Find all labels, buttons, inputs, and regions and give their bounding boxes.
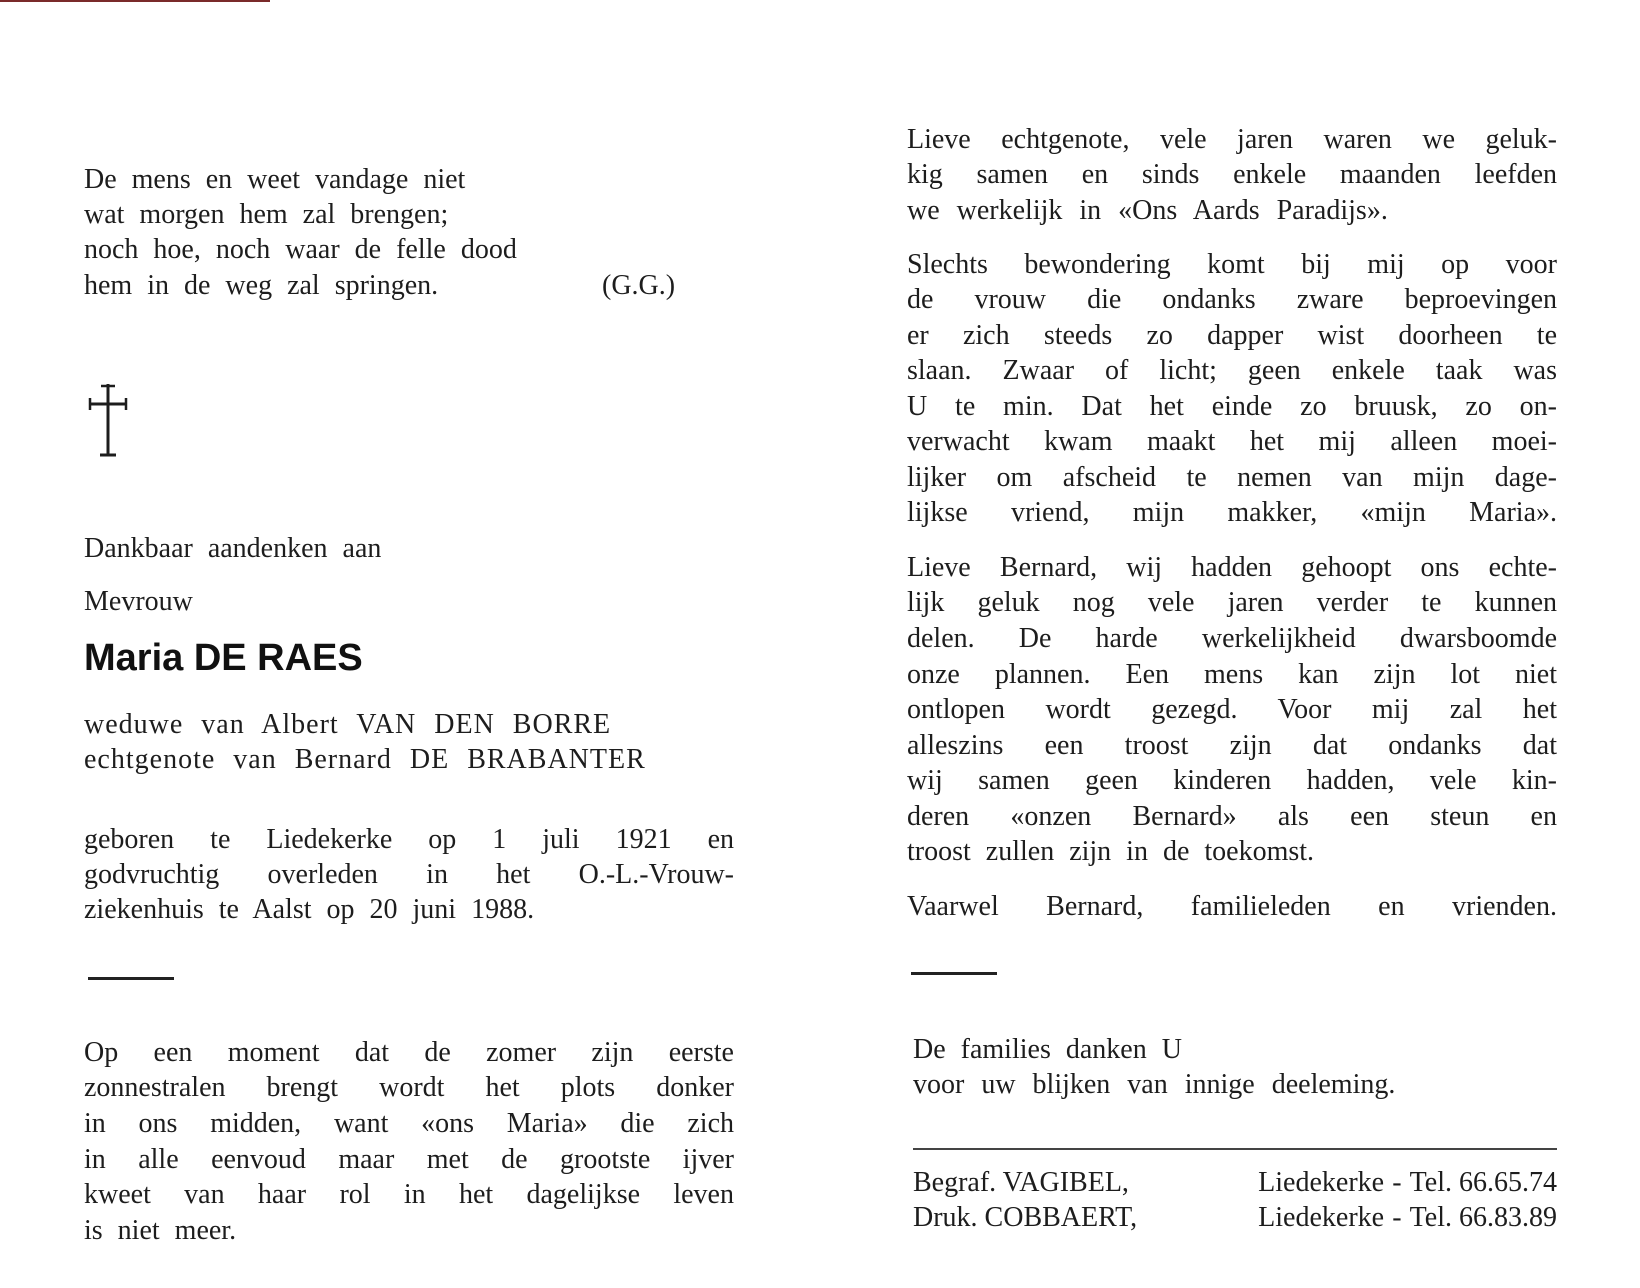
text-line: troost zullen zijn in de toekomst. [907, 836, 1315, 867]
text-line: er zich steeds zo dapper wist doorheen te [907, 320, 1557, 351]
divider [88, 977, 174, 980]
text-line: in alle eenvoud maar met de grootste ijver [84, 1144, 734, 1175]
thanks-line: De families danken U [913, 1034, 1182, 1065]
poem-line: noch hoe, noch waar de felle dood [84, 234, 517, 265]
text-line: ziekenhuis te Aalst op 20 juni 1988. [84, 894, 535, 925]
credit-label: Druk. COBBAERT, [913, 1202, 1138, 1233]
text-line: we werkelijk in «Ons Aards Paradijs». [907, 195, 1388, 226]
thanks-line: voor uw blijken van innige deeleming. [913, 1069, 1396, 1100]
salutation: Mevrouw [84, 586, 193, 617]
text-line: lijkse vriend, mijn makker, «mijn Maria». [907, 497, 1557, 528]
text-line: Op een moment dat de zomer zijn eerste [84, 1037, 734, 1068]
deceased-name: Maria DE RAES [84, 637, 363, 679]
poem-line: wat morgen hem zal brengen; [84, 199, 449, 230]
text-line: lijker om afscheid te nemen van mijn dage- [907, 462, 1557, 493]
text-line: wij samen geen kinderen hadden, vele kin- [907, 765, 1557, 796]
credit-place: Liedekerke [1258, 1167, 1385, 1198]
text-line: de vrouw die ondanks zware beproevingen [907, 284, 1557, 315]
text-line: Slechts bewondering komt bij mij op voor [907, 249, 1557, 280]
poem-line: hem in de weg zal springen. [84, 270, 439, 301]
text-line: U te min. Dat het einde zo bruusk, zo on- [907, 391, 1557, 422]
text-line: ontlopen wordt gezegd. Voor mij zal het [907, 694, 1557, 725]
text-line: Lieve Bernard, wij hadden gehoopt ons echte- [907, 552, 1557, 583]
text-line: kweet van haar rol in het dagelijkse leven [84, 1179, 734, 1210]
credit-label: Begraf. VAGIBEL, [913, 1167, 1129, 1198]
cross-icon [88, 382, 128, 458]
credit-sep: - [1392, 1202, 1402, 1233]
text-line: onze plannen. Een mens kan zijn lot niet [907, 659, 1557, 690]
farewell: Vaarwel Bernard, familieleden en vrienden. [907, 891, 1557, 922]
relation-line: echtgenote van Bernard DE BRABANTER [84, 744, 646, 775]
text-line: delen. De harde werkelijkheid dwarsboomde [907, 623, 1557, 654]
credit-line-printer [913, 1200, 1557, 1236]
text-line: in ons midden, want «ons Maria» die zich [84, 1108, 734, 1139]
text-line: Lieve echtgenote, vele jaren waren we geluk- [907, 124, 1557, 155]
credit-place: Liedekerke [1258, 1202, 1385, 1233]
text-line: geboren te Liedekerke op 1 juli 1921 en [84, 824, 734, 855]
poem-attribution: (G.G.) [602, 270, 676, 301]
relation-line: weduwe van Albert VAN DEN BORRE [84, 709, 612, 740]
left-column [84, 0, 734, 1288]
text-line: alleszins een troost zijn dat ondanks dat [907, 730, 1557, 761]
text-line: is niet meer. [84, 1215, 237, 1246]
text-line: deren «onzen Bernard» als een steun en [907, 801, 1557, 832]
credit-tel: Tel. 66.65.74 [1409, 1167, 1557, 1198]
credit-tel: Tel. 66.83.89 [1409, 1202, 1557, 1233]
right-column [907, 0, 1557, 1288]
credit-sep: - [1392, 1167, 1402, 1198]
text-line: verwacht kwam maakt het mij alleen moei- [907, 426, 1557, 457]
text-line: godvruchtig overleden in het O.-L.-Vrouw- [84, 859, 734, 890]
dedication: Dankbaar aandenken aan [84, 533, 382, 564]
credit-line-funeral [913, 1165, 1557, 1201]
separator-rule [913, 1148, 1557, 1150]
text-line: kig samen en sinds enkele maanden leefden [907, 159, 1557, 190]
divider [911, 972, 997, 975]
text-line: lijk geluk nog vele jaren verder te kunnen [907, 587, 1557, 618]
poem-line: De mens en weet vandage niet [84, 164, 466, 195]
text-line: slaan. Zwaar of licht; geen enkele taak was [907, 355, 1557, 386]
text-line: zonnestralen brengt wordt het plots donker [84, 1072, 734, 1103]
